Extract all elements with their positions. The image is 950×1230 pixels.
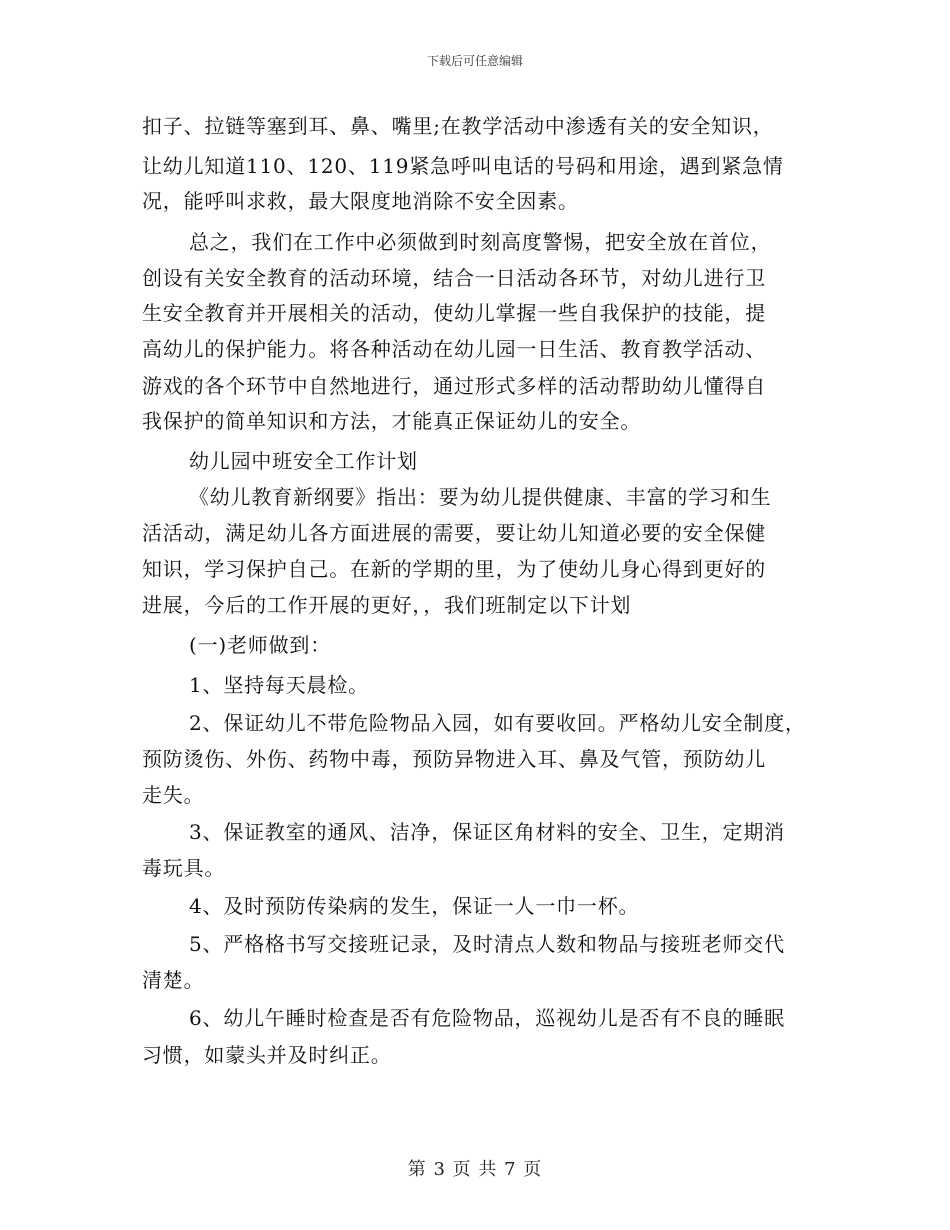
text-line: 活活动，满足幼儿各方面进展的需要，要让幼儿知道必要的安全保健 (142, 521, 766, 545)
text-line: 我保护的简单知识和方法，才能真正保证幼儿的安全。 (142, 409, 642, 433)
list-item: 2、保证幼儿不带危险物品入园，如有要收回。严格幼儿安全制度， (189, 711, 806, 735)
list-item: 1、坚持每天晨检。 (189, 673, 369, 697)
list-item: 3、保证教室的通风、洁净，保证区角材料的安全、卫生，定期消 (189, 820, 785, 844)
text-line: 总之，我们在工作中必须做到时刻高度警惕，把安全放在首位， (189, 230, 772, 254)
text-line: 进展，今后的工作开展的更好，，我们班制定以下计划 (142, 593, 632, 617)
text-line: 游戏的各个环节中自然地进行，通过形式多样的活动帮助幼儿懂得自 (142, 374, 766, 398)
text-line: 毒玩具。 (142, 856, 226, 880)
text-line: 习惯，如蒙头并及时纠正。 (142, 1043, 392, 1067)
list-item: 5、严格格书写交接班记录，及时清点人数和物品与接班老师交代 (189, 932, 785, 956)
text-line: 知识，学习保护自己。在新的学期的里，为了使幼儿身心得到更好的 (142, 557, 766, 581)
text-line: 走失。 (142, 783, 205, 807)
subsection-heading: (一)老师做到： (189, 633, 332, 657)
text-line: 生安全教育并开展相关的活动，使幼儿掌握一些自我保护的技能，提 (142, 301, 766, 325)
text-line: 高幼儿的保护能力。将各种活动在幼儿园一日生活、教育教学活动、 (142, 337, 766, 361)
page-header-note: 下载后可任意编辑 (426, 54, 523, 68)
text-line: 预防烫伤、外伤、药物中毒，预防异物进入耳、鼻及气管，预防幼儿 (142, 747, 766, 771)
text-line: 《幼儿教育新纲要》指出：要为幼儿提供健康、丰富的学习和生 (189, 485, 772, 509)
text-line: 扣子、拉链等塞到耳、鼻、嘴里;在教学活动中渗透有关的安全知识， (142, 114, 774, 138)
list-item: 4、及时预防传染病的发生，保证一人一巾一杯。 (189, 894, 640, 918)
text-line: 创设有关安全教育的活动环境，结合一日活动各环节，对幼儿进行卫 (142, 266, 766, 290)
list-item: 6、幼儿午睡时检查是否有危险物品，巡视幼儿是否有不良的睡眠 (189, 1006, 785, 1030)
section-title: 幼儿园中班安全工作计划 (189, 449, 418, 473)
text-line: 让幼儿知道110、120、119紧急呼叫电话的号码和用途，遇到紧急情 (142, 154, 784, 178)
text-line: 况，能呼叫求救，最大限度地消除不安全因素。 (142, 189, 579, 213)
text-line: 清楚。 (142, 968, 205, 992)
page-number: 第 3 页 共 7 页 (407, 1159, 543, 1180)
